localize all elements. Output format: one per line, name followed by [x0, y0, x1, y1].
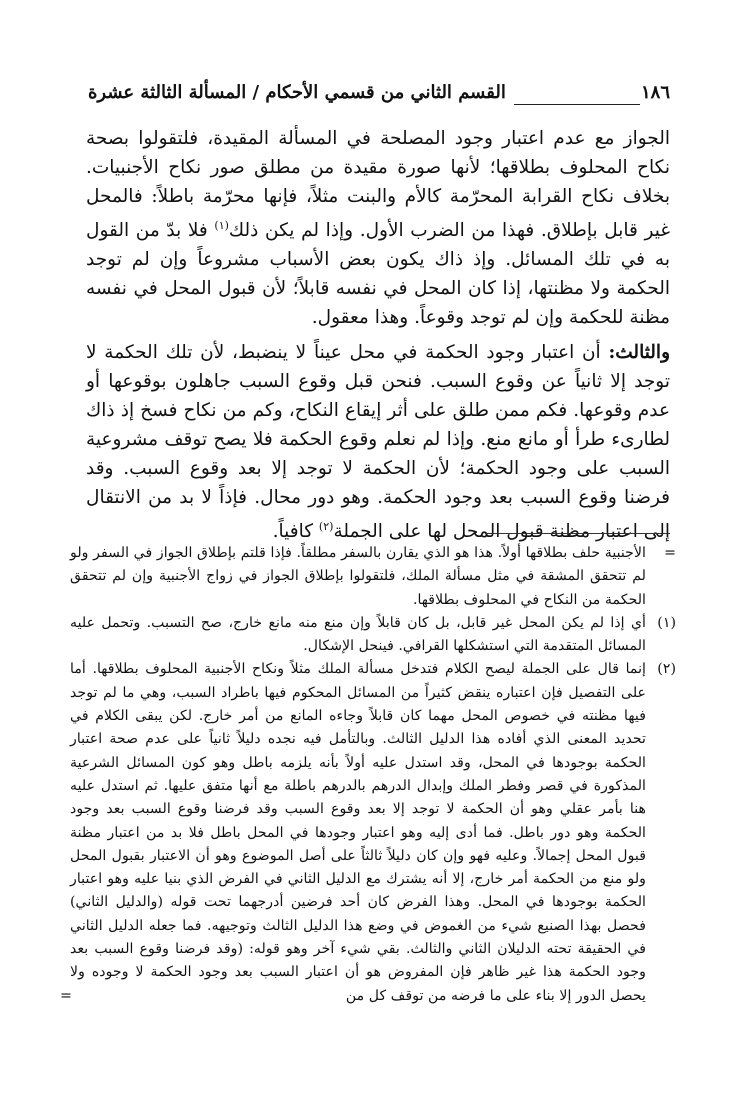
footnote-2: [60, 658, 676, 1007]
continuation-marker: =: [664, 545, 676, 561]
footnote-1-marker: (١): [657, 614, 676, 631]
footnotes: [60, 542, 676, 1008]
footnote-ref-1: (١): [214, 219, 229, 232]
footnote-continued: [70, 542, 676, 612]
paragraph-2: [86, 338, 670, 546]
footnote-rule: [485, 533, 670, 534]
footnote-continued-text: الأجنبية حلف بطلاقها أولاً. هذا هو الذي يقارن بالسفر مطلقاً. فإذا قلتم بإطلاق الجواز في السفر ولو لم تتحقق المشقة في مثل مسألة الملك، فلتقولوا بإطلاق الجواز في زواج الأجنبية وإن لم تتحقق الحكمة من النكاح في المحلوف بطلاقها.: [70, 545, 646, 608]
paragraph-1: [86, 124, 670, 332]
paragraph-1-text-end: فلا بدّ من القول به في تلك المسائل. وإذ ذاك يكون بعض الأسباب مشروعاً وإن لم توجد الحكمة ولا مظنتها، إذا كان المحل في نفسه قابلاً؛ لأن قبول المحل في نفسه مظنة للحكمة وإن لم توجد وقوعاً. وهذا معقول.: [86, 220, 670, 329]
running-title: القسم الثاني من قسمي الأحكام / المسألة الثالثة عشرة: [88, 82, 506, 103]
main-text: [86, 124, 670, 546]
trailing-continuation-marker: =: [60, 987, 72, 1004]
footnote-ref-2: (٢): [318, 520, 334, 534]
page-number: ١٨٦: [640, 82, 670, 103]
footnote-2-text: إنما قال على الجملة ليصح الكلام فتدخل مسألة الملك مثلاً ونكاح الأجنبية المحلوف بطلاقها. أما على التفصيل فإن اعتباره ينقض كثيراً من المسائل المحكوم فيها باطراد السبب، وهي ما لم توجد فيها مظنته في خصوص المحل مهما كان قابلاً وجاءه المانع من أمر خارج. لكن يبقى الكلام في تحديد المعنى الذي أفاده هذا الدليل الثالث. وبالتأمل فيه نجده دليلاً ثانياً على عدم صحة اعتبار الحكمة بوجودها في المحل، وقد استدل عليه أولاً بأنه يلزمه باطل وهو كون المسائل الشرعية المذكورة في قصر وفطر الملك وإبدال الدرهم بالدرهم باطلة مع أنها متفق عليها. ثم استدل عليه هنا بأمر عقلي وهو أن الحكمة لا توجد إلا بعد وقوع السبب وقد فرضنا وقوع السبب بعد وجود الحكمة وهو دور باطل. فما أدى إليه وهو اعتبار وجودها في المحل باطل فلا بد من اعتبار مظنة قبول المحل إجمالاً. وعليه فهو وإن كان دليلاً ثالثاً على أصل الموضوع وهو أن الاعتبار بقبول المحل ولو منع من الحكمة أمر خارج، إلا أنه يشترك مع الدليل الثاني في الفرض الذي بنيا عليه وهو اعتبار الحكمة بوجودها في المحل. وهذا الفرض كان أحد فرضين أدرجهما تحت قوله (والدليل الثاني) فحصل بهذا الصنيع شيء من الغموض في وضع هذا الدليل الثالث وتوجيهه. فما جعله الدليل الثاني في الحقيقة تحته الدليلان الثاني والثالث. بقي شيء آخر وهو قوله: (وقد فرضنا وقوع السبب بعد وجود الحكمة هذا غير ظاهر فإن المفروض هو أن اعتبار السبب بعد وجود الحكمة لا وجوده ولا يحصل الدور إلا بناء على ما فرضه من توقف كل من: [70, 661, 646, 1004]
footnote-1-text: أي إذا لم يكن المحل غير قابل، بل كان قابلاً وإن منع منه مانع خارج، صح التسبب. وتحمل عليه المسائل المتقدمة التي استشكلها القرافي. فينحل الإشكال.: [70, 614, 646, 655]
header-rule: [514, 104, 640, 105]
paragraph-1-text: الجواز مع عدم اعتبار وجود المصلحة في المسألة المقيدة، فلتقولوا بصحة نكاح المحلوف بطلاقها؛ لأنها صورة مقيدة من مطلق صور نكاح الأجنبيات. بخلاف نكاح القرابة المحرّمة كالأم والبنت مثلاً، فإنها محرّمة باطلاً: فالمحل غير قابل بإطلاق. فهذا من الضرب الأول. وإذا لم يكن ذلك: [86, 128, 670, 242]
paragraph-2-text-end: كافياً.: [272, 521, 319, 543]
paragraph-2-lead: والثالث:: [608, 342, 670, 364]
footnote-1: [70, 612, 676, 659]
footnote-2-marker: (٢): [657, 661, 676, 678]
paragraph-2-text: أن اعتبار وجود الحكمة في محل عيناً لا ينضبط، لأن تلك الحكمة لا توجد إلا ثانياً عن وقوع السبب. فنحن قبل وقوع السبب جاهلون بوقوعها أو عدم وقوعها. فكم ممن طلق على أثر إيقاع النكاح، وكم من نكاح فسخ إذ ذاك لطارىء طرأ أو مانع منع. وإذا لم نعلم وقوع الحكمة فلا يصح توقف مشروعية السبب على وجود الحكمة؛ لأن الحكمة لا توجد إلا بعد وقوع السبب. وقد فرضنا وقوع السبب بعد وجود الحكمة. وهو دور محال. فإذاً لا بد من الانتقال إلى اعتبار مظنة قبول المحل لها على الجملة: [86, 342, 670, 543]
